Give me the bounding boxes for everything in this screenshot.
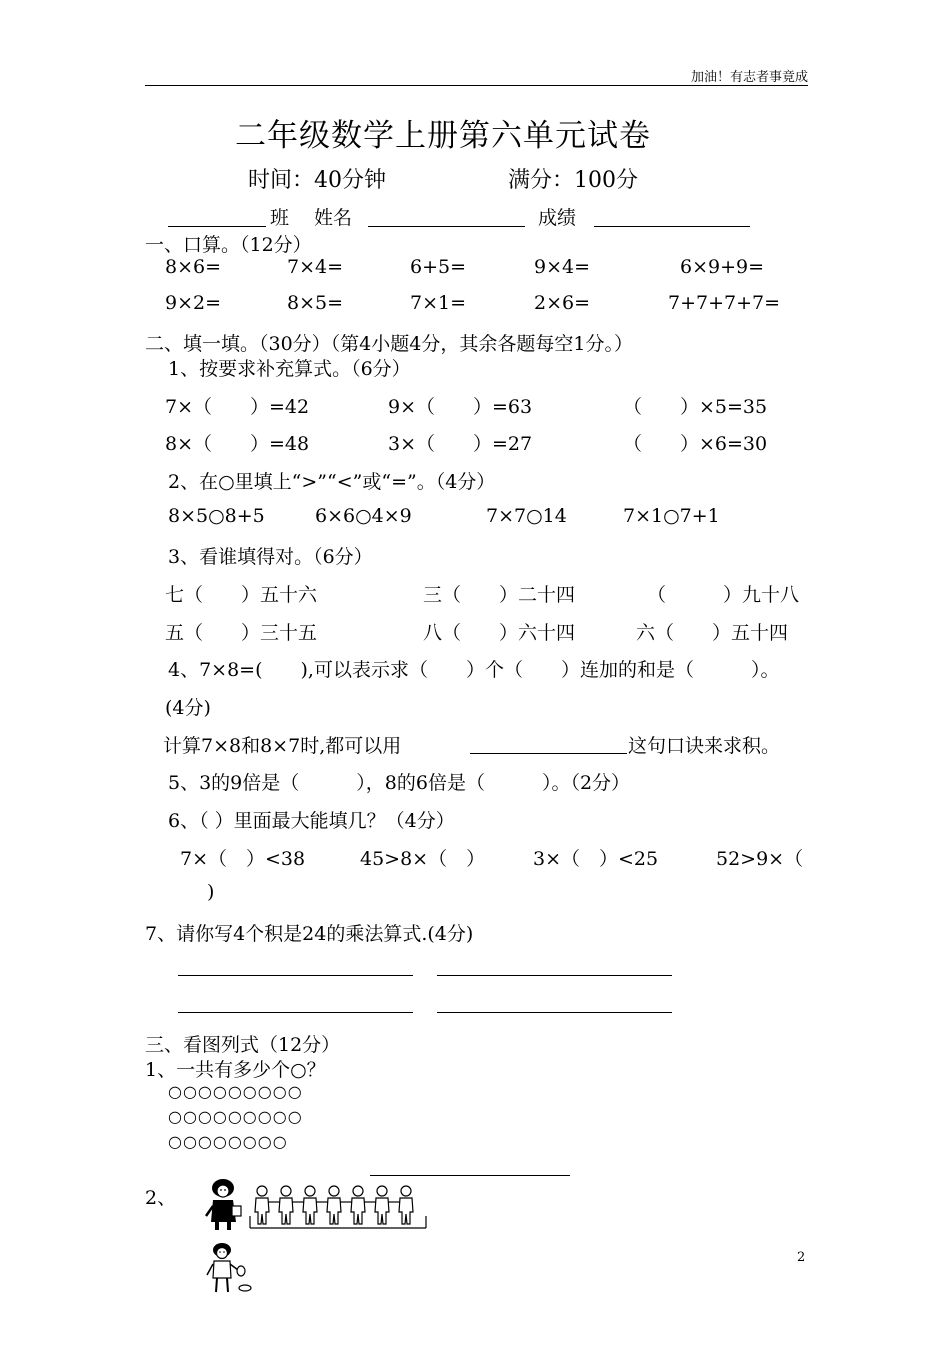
q4-line2: (4分) [165, 697, 211, 719]
formula-blank[interactable] [470, 753, 627, 754]
class-label: 班 [270, 207, 290, 229]
fill-equation: 8×（ ）=48 [165, 433, 310, 455]
grade-label: 成绩 [538, 207, 577, 229]
q4-line1: 4、7×8=( ),可以表示求（ ）个（ ）连加的和是（ ）。 [168, 659, 780, 681]
page-number: 2 [797, 1250, 806, 1265]
fill-equation: （ ）×5=35 [623, 396, 768, 418]
circle-row: ○○○○○○○○ [168, 1132, 288, 1151]
name-label: 姓名 [314, 207, 353, 229]
circle-row: ○○○○○○○○○ [168, 1082, 303, 1101]
inequality-item: 7×（ ）<38 [180, 848, 306, 870]
circle-row: ○○○○○○○○○ [168, 1107, 303, 1126]
q7-title: 7、请你写4个积是24的乘法算式.(4分) [145, 923, 474, 945]
teacher-illustration [202, 1178, 246, 1234]
chant-item: 八（ ）六十四 [423, 622, 576, 644]
mental-item: 6+5= [410, 256, 467, 278]
class-blank[interactable] [168, 226, 266, 227]
mental-item: 9×4= [534, 256, 591, 278]
mental-item: 9×2= [165, 292, 222, 314]
fill-equation: 7×（ ）=42 [165, 396, 310, 418]
compare-item: 7×7○14 [486, 505, 567, 527]
section3-heading: 三、看图列式（12分） [145, 1034, 341, 1056]
answer-blank[interactable] [370, 1175, 570, 1176]
q6-title: 6、（ ）里面最大能填几？（4分） [168, 810, 455, 832]
compare-item: 6×6○4×9 [315, 505, 412, 527]
mental-item: 7×4= [287, 256, 344, 278]
answer-blank[interactable] [437, 1012, 672, 1013]
q5-text: 5、3的9倍是（ ），8的6倍是（ ）。（2分） [168, 772, 631, 794]
mental-item: 6×9+9= [680, 256, 765, 278]
inequality-item: 45>8×（ ） [360, 848, 486, 870]
chant-item: 三（ ）二十四 [423, 584, 576, 606]
section1-heading: 一、口算。（12分） [145, 234, 312, 256]
page-title: 二年级数学上册第六单元试卷 [235, 118, 651, 154]
header-divider [145, 85, 808, 86]
q2-title: 2、在○里填上“>”“<”或“=”。（4分） [168, 471, 496, 493]
section2-heading: 二、填一填。（30分）（第4小题4分，其余各题每空1分。） [145, 333, 633, 355]
mental-item: 2×6= [534, 292, 591, 314]
fill-equation: 9×（ ）=63 [388, 396, 533, 418]
inequality-wrap: ) [207, 881, 215, 903]
inequality-item: 52>9×（ [716, 848, 804, 870]
compare-item: 7×1○7+1 [623, 505, 720, 527]
header-slogan: 加油！有志者事竟成 [690, 70, 808, 85]
chant-item: （ ）九十八 [647, 584, 800, 606]
exam-full-score: 满分：100分 [508, 168, 638, 193]
fill-equation: 3×（ ）=27 [388, 433, 533, 455]
inequality-item: 3×（ ）<25 [533, 848, 659, 870]
chant-item: 七（ ）五十六 [165, 584, 318, 606]
answer-blank[interactable] [437, 975, 672, 976]
chant-item: 五（ ）三十五 [165, 622, 318, 644]
chant-item: 六（ ）五十四 [636, 622, 789, 644]
exam-time: 时间：40分钟 [248, 168, 386, 193]
mental-item: 7+7+7+7= [668, 292, 781, 314]
answer-blank[interactable] [178, 1012, 413, 1013]
compare-item: 8×5○8+5 [168, 505, 265, 527]
children-row-illustration [248, 1184, 430, 1230]
fill-equation: （ ）×6=30 [623, 433, 768, 455]
mental-item: 8×5= [287, 292, 344, 314]
teacher-illustration [204, 1242, 254, 1298]
mental-item: 7×1= [410, 292, 467, 314]
mental-item: 8×6= [165, 256, 222, 278]
s3-q2-label: 2、 [145, 1187, 177, 1209]
q4-line3a: 计算7×8和8×7时,都可以用 [163, 735, 402, 757]
q1-title: 1、按要求补充算式。（6分） [168, 358, 411, 380]
grade-blank[interactable] [594, 226, 750, 227]
name-blank[interactable] [368, 226, 525, 227]
answer-blank[interactable] [178, 975, 413, 976]
q3-title: 3、看谁填得对。（6分） [168, 546, 373, 568]
s3-q1-title: 1、一共有多少个○？ [145, 1059, 326, 1081]
q4-line3b: 这句口诀来求积。 [628, 735, 781, 757]
